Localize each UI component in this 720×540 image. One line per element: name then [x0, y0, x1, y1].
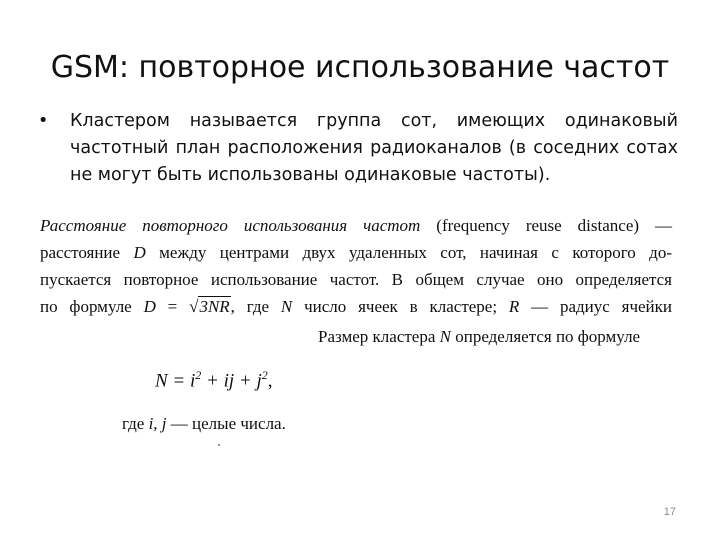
reuse-distance-formula: D = √3NR [143, 297, 230, 316]
cluster-size-line: Размер кластера N определяется по формуле [318, 327, 641, 346]
reuse-distance-paragraph [40, 212, 672, 320]
scan-line-3: пускается повторное использование частот. В общем случае оно определяется [40, 270, 672, 289]
bullet-text: Кластером называется группа сот, имеющих одинаковый частотный план расположения радиоканалов (в соседних сотах не могут быть использованы одинаковые частоты). [70, 111, 678, 185]
scan-speck [218, 444, 220, 446]
scan-line-4: по формуле D = √3NR, где N число ячеек в кластере; R — радиус ячейки [40, 297, 672, 316]
page-number: 17 [663, 506, 676, 518]
bullet-marker: • [38, 111, 49, 131]
where-clause: где i, j — целые числа. [122, 414, 286, 433]
cluster-size-formula: $N = i^2$ + ij + $j^2$, [155, 368, 273, 392]
scan-line-1: Расстояние повторного использования частот (frequency reuse distance) — [40, 216, 672, 235]
scan-line-2: расстояние D между центрами двух удаленных сот, начиная с которого до- [40, 243, 672, 262]
bullet-paragraph [38, 108, 678, 189]
slide-title: GSM: повторное использование частот [50, 50, 670, 85]
term-reuse-distance: Расстояние повторного использования частот [40, 216, 421, 235]
